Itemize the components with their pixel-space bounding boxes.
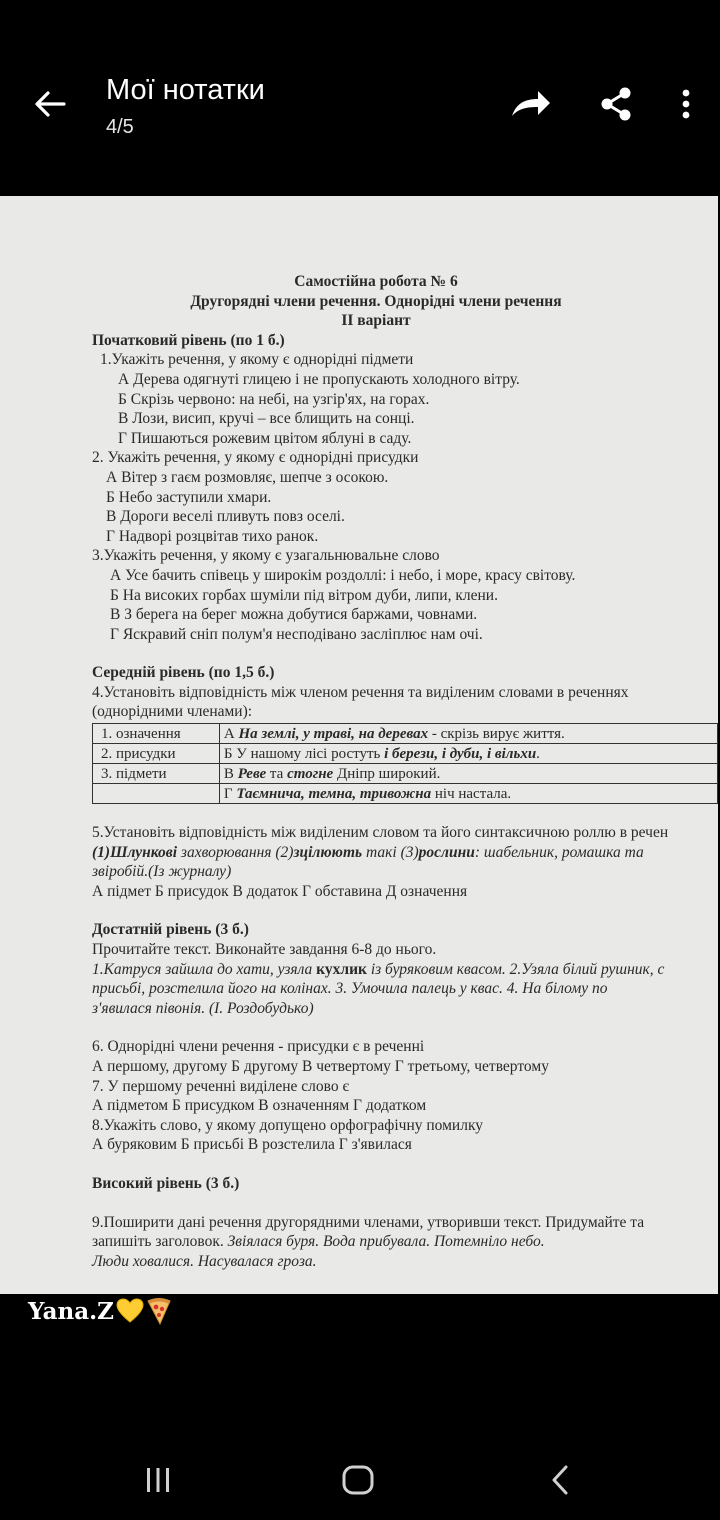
option: Г Надворі розцвітав тихо ранок. [106, 527, 319, 545]
section-middle: Середній рівень (по 1,5 б.) [92, 664, 275, 682]
pizza-icon [146, 1297, 172, 1325]
chevron-left-icon [551, 1465, 569, 1495]
text-line: присьбі, розстелила його на колінах. 3. Умочила палець у квас. 4. На білому по [92, 980, 608, 998]
read-instruction: Прочитайте текст. Виконайте завдання 6-8 до нього. [92, 941, 437, 959]
doc-title: Самостійна робота № 6 [294, 273, 458, 290]
section-initial: Початковий рівень (по 1 б.) [92, 331, 285, 349]
image-counter: 4/5 [106, 116, 134, 138]
table-cell: 2. присудки [93, 744, 220, 764]
text-line: з'явилася півонія. (І. Роздобудько) [92, 999, 314, 1017]
option: Б На високих горбах шуміли під вітром дуби, липи, клени. [110, 586, 498, 604]
option: В З берега на берег можна добутися баржами, човнами. [110, 606, 478, 624]
table-row [93, 744, 718, 764]
share-icon [599, 86, 633, 122]
option: А Усе бачить співець у широкім роздоллі: і небо, і море, красу світову. [110, 566, 576, 584]
more-options-button[interactable] [664, 80, 708, 128]
home-button[interactable] [338, 1460, 378, 1500]
table-cell: 1. означення [93, 724, 220, 744]
forward-arrow-icon [510, 89, 552, 119]
option: Б Небо заступили хмари. [106, 488, 272, 506]
question-7: 7. У першому реченні виділене слово є [92, 1077, 350, 1095]
table-cell: В Реве та стогне Дніпр широкий. [219, 764, 717, 784]
caption-text: Yana.Z [28, 1297, 114, 1325]
question-9-cont: Люди ховалися. Насувалася гроза. [92, 1252, 317, 1270]
table-row [93, 724, 718, 744]
question-5-sentence: (1)Шлункові захворювання (2)зцілюють такі (3)рослини: шабельник, ромашка та [92, 843, 644, 861]
table-row [93, 764, 718, 784]
doc-variant: II варіант [341, 312, 411, 330]
question-4: 4.Установіть відповідність між членом речення та виділеним словами в реченнях [92, 683, 629, 701]
option: В Лози, висип, кручі – все блищить на сонці. [118, 410, 415, 428]
share-button[interactable] [594, 80, 638, 128]
arrow-left-icon [34, 90, 66, 118]
question-4-cont: (однорідними членами): [92, 703, 253, 721]
question-5-sentence-cont: звіробій.(Із журналу) [92, 863, 232, 881]
more-vertical-icon [681, 88, 691, 120]
question-5: 5.Установіть відповідність між виділеним словом та його синтаксичною роллю в речен [92, 824, 669, 842]
forward-button[interactable] [505, 80, 557, 128]
question-8: 8.Укажіть слово, у якому допущено орфографічну помилку [92, 1116, 484, 1134]
option: Б Скрізь червоно: на небі, на узгір'ях, на горах. [118, 390, 430, 408]
option: Г Яскравий сніп полум'я несподівано засліплює нам очі. [110, 625, 483, 643]
table-cell: 3. підмети [93, 764, 220, 784]
doc-subtitle: Другорядні члени речення. Однорідні члени речення [190, 292, 562, 310]
option: Г Пишаються рожевим цвітом яблуні в саду. [118, 429, 412, 447]
question-7-options: А підметом Б присудком В означенням Г додатком [92, 1097, 427, 1115]
table-cell [93, 784, 220, 804]
home-icon [342, 1465, 374, 1495]
table-cell: Б У нашому лісі ростуть і берези, і дуби, і вільхи. [219, 744, 717, 764]
nav-back-button[interactable] [544, 1460, 576, 1500]
question-8-options: А буряковим Б присьбі В розстелила Г з'явилася [92, 1136, 412, 1154]
question-1: 1.Укажіть речення, у якому є однорідні підмети [100, 351, 414, 369]
question-6-options: А першому, другому Б другому В четвертому Г третьому, четвертому [92, 1058, 549, 1075]
table-cell: А На землі, у траві, на деревах - скрізь вирує життя. [219, 724, 717, 744]
worksheet-document [0, 196, 718, 1294]
page-title: Мої нотатки [106, 74, 265, 106]
table-row [93, 784, 718, 804]
table-cell: Г Таємнича, темна, тривожна ніч настала. [219, 784, 717, 804]
recent-apps-icon [144, 1467, 172, 1493]
section-high: Високий рівень (3 б.) [92, 1174, 240, 1192]
note-image[interactable] [0, 196, 718, 1294]
question-3: 3.Укажіть речення, у якому є узагальнювальне слово [92, 547, 440, 565]
question-9-cont: запишіть заголовок. Звіялася буря. Вода прибувала. Потемніло небо. [92, 1233, 545, 1251]
question-6: 6. Однорідні члени речення - присудки є в реченні [92, 1038, 425, 1056]
text-line: 1.Катруся зайшла до хати, узяла кухлик із буряковим квасом. 2.Узяла білий рушник, с [92, 960, 665, 978]
option: А Вітер з гаєм розмовляє, шепче з осокою. [106, 468, 389, 486]
question-2: 2. Укажіть речення, у якому є однорідні присудки [92, 449, 419, 467]
image-caption [28, 1297, 172, 1325]
matching-table [92, 723, 718, 804]
yellow-heart-icon [116, 1298, 144, 1324]
question-9: 9.Поширити дані речення другорядними членами, утворивши текст. Придумайте та [92, 1213, 645, 1231]
option: В Дороги веселі пливуть повз оселі. [106, 508, 345, 526]
question-5-options: А підмет Б присудок В додаток Г обставина Д означення [92, 882, 468, 900]
recent-apps-button[interactable] [140, 1460, 176, 1500]
top-app-bar [0, 0, 720, 196]
back-button[interactable] [28, 80, 72, 128]
section-sufficient: Достатній рівень (3 б.) [92, 921, 249, 939]
option: А Дерева одягнуті глицею і не пропускають холодного вітру. [118, 370, 520, 388]
system-navigation-bar [0, 1440, 720, 1520]
